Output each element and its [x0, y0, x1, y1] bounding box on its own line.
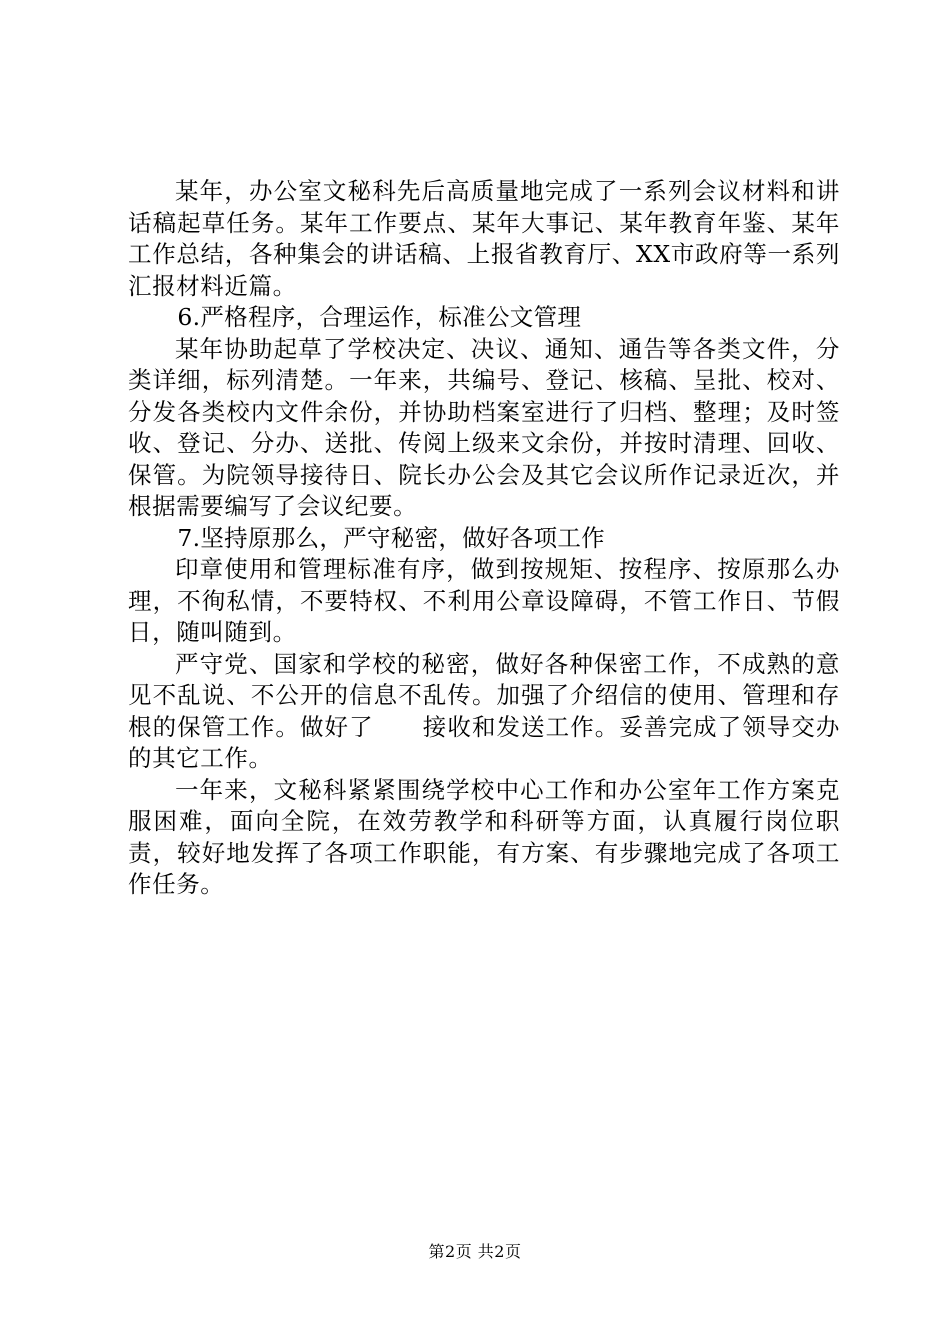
paragraph-summary-drafting: 某年，办公室文秘科先后高质量地完成了一系列会议材料和讲话稿起草任务。某年工作要点、某年大事记、某年教育年鉴、某年工作总结，各种集会的讲话稿、上报省教育厅、XX市政府等一系列汇报材料近篇。	[128, 177, 840, 300]
paragraph-seal-management: 印章使用和管理标准有序，做到按规矩、按程序、按原那么办理，不徇私情，不要特权、不利用公章设障碍，不管工作日、节假日，随叫随到。	[128, 555, 840, 646]
paragraph-confidentiality: 严守党、国家和学校的秘密，做好各种保密工作，不成熟的意见不乱说、不公开的信息不乱传。加强了介绍信的使用、管理和存根的保管工作。做好了 接收和发送工作。妥善完成了领导交办的其它工作。	[128, 649, 840, 772]
paragraph-document-management: 某年协助起草了学校决定、决议、通知、通告等各类文件，分类详细，标列清楚。一年来，共编号、登记、核稿、呈批、校对、分发各类校内文件余份，并协助档案室进行了归档、整理；及时签收、登记、分办、送批、传阅上级来文余份，并按时清理、回收、保管。为院领导接待日、院长办公会及其它会议所作记录近次，并根据需要编写了会议纪要。	[128, 334, 840, 520]
section-heading-6: 6.严格程序，合理运作，标准公文管理	[177, 303, 582, 331]
section-heading-7: 7.坚持原那么，严守秘密，做好各项工作	[177, 523, 605, 552]
paragraph-conclusion: 一年来，文秘科紧紧围绕学校中心工作和办公室年工作方案克服困难，面向全院，在效劳教学和科研等方面，认真履行岗位职责，较好地发挥了各项工作职能，有方案、有步骤地完成了各项工作任务。	[128, 775, 840, 898]
page-footer	[0, 1242, 950, 1262]
page-number-label: 第2页 共2页	[428, 1242, 522, 1261]
document-body	[128, 176, 840, 901]
